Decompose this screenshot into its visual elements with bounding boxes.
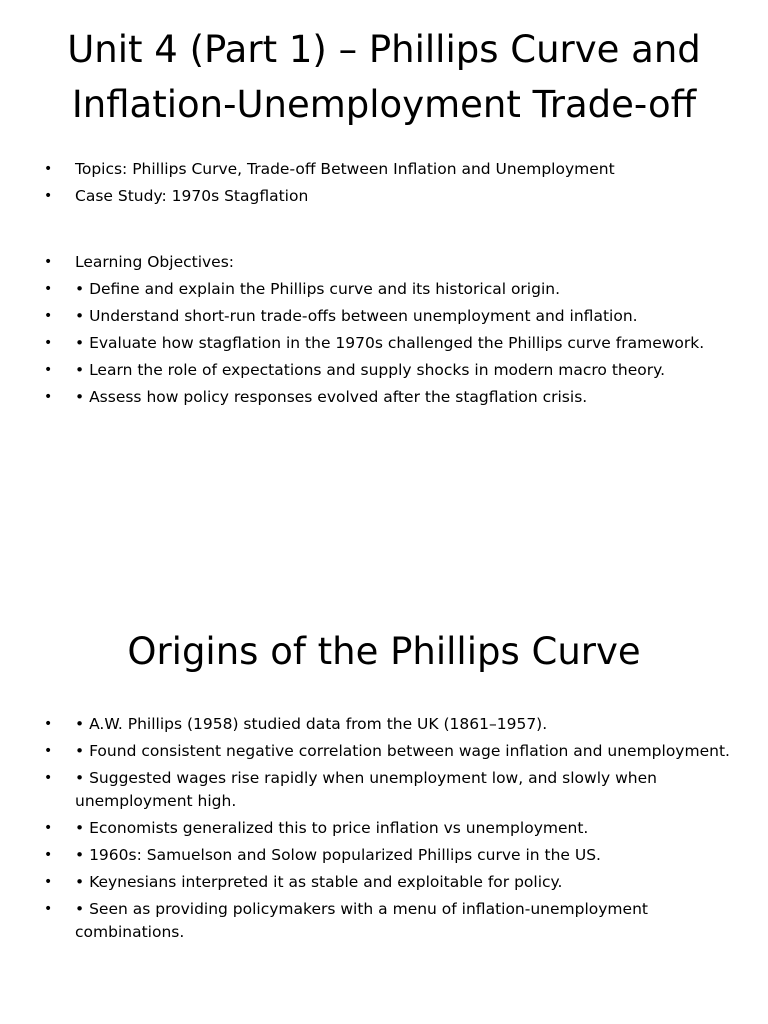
bullet-list	[0, 158, 768, 409]
bullet-dot: •	[44, 716, 53, 732]
bullet-dot: •	[44, 389, 53, 405]
bullet-dot: •	[44, 254, 53, 270]
bullet-text: • Economists generalized this to price inflation vs unemployment.	[75, 819, 589, 837]
bullet-dot: •	[44, 874, 53, 890]
bullet-item	[0, 740, 768, 763]
bullet-item	[0, 871, 768, 894]
bullet-text: • Suggested wages rise rapidly when unemployment low, and slowly when unemployment high.	[75, 769, 657, 810]
bullet-item	[0, 386, 768, 409]
bullet-text: • Assess how policy responses evolved after the stagflation crisis.	[75, 388, 588, 406]
bullet-text: • Found consistent negative correlation between wage inflation and unemployment.	[75, 742, 730, 760]
slide-origins-phillips-curve	[0, 624, 768, 948]
slide-unit4-intro	[0, 22, 768, 413]
bullet-dot: •	[44, 362, 53, 378]
bullet-item	[0, 305, 768, 328]
bullet-item	[0, 158, 768, 181]
bullet-text: • Evaluate how stagflation in the 1970s challenged the Phillips curve framework.	[75, 334, 705, 352]
bullet-text: Learning Objectives:	[75, 253, 235, 271]
bullet-dot: •	[44, 901, 53, 917]
bullet-text: Case Study: 1970s Stagflation	[75, 187, 309, 205]
bullet-text: • Seen as providing policymakers with a menu of inflation-unemployment combinations.	[75, 900, 648, 941]
bullet-text: • 1960s: Samuelson and Solow popularized Phillips curve in the US.	[75, 846, 601, 864]
bullet-text: • A.W. Phillips (1958) studied data from the UK (1861–1957).	[75, 715, 548, 733]
bullet-dot: •	[44, 335, 53, 351]
bullet-list	[0, 713, 768, 944]
bullet-text: • Define and explain the Phillips curve and its historical origin.	[75, 280, 561, 298]
bullet-item	[0, 713, 768, 736]
slide-title: Origins of the Phillips Curve	[127, 630, 641, 673]
bullet-dot: •	[44, 188, 53, 204]
bullet-dot: •	[44, 308, 53, 324]
bullet-item	[0, 844, 768, 867]
slide-title: Unit 4 (Part 1) – Phillips Curve and Inflation-Unemployment Trade-off	[67, 28, 701, 126]
bullet-dot: •	[44, 770, 53, 786]
bullet-text: • Learn the role of expectations and supply shocks in modern macro theory.	[75, 361, 665, 379]
bullet-item	[0, 898, 768, 944]
bullet-item	[0, 359, 768, 382]
bullet-dot: •	[44, 847, 53, 863]
bullet-text: Topics: Phillips Curve, Trade-off Between Inflation and Unemployment	[75, 160, 615, 178]
bullet-item	[0, 332, 768, 355]
bullet-dot: •	[44, 281, 53, 297]
bullet-item	[0, 185, 768, 208]
bullet-item	[0, 767, 768, 813]
bullet-text: • Keynesians interpreted it as stable and exploitable for policy.	[75, 873, 563, 891]
bullet-dot: •	[44, 161, 53, 177]
bullet-dot: •	[44, 820, 53, 836]
bullet-text: • Understand short-run trade-offs between unemployment and inflation.	[75, 307, 638, 325]
bullet-dot: •	[44, 743, 53, 759]
bullet-item	[0, 278, 768, 301]
bullet-item	[0, 817, 768, 840]
bullet-item	[0, 251, 768, 274]
